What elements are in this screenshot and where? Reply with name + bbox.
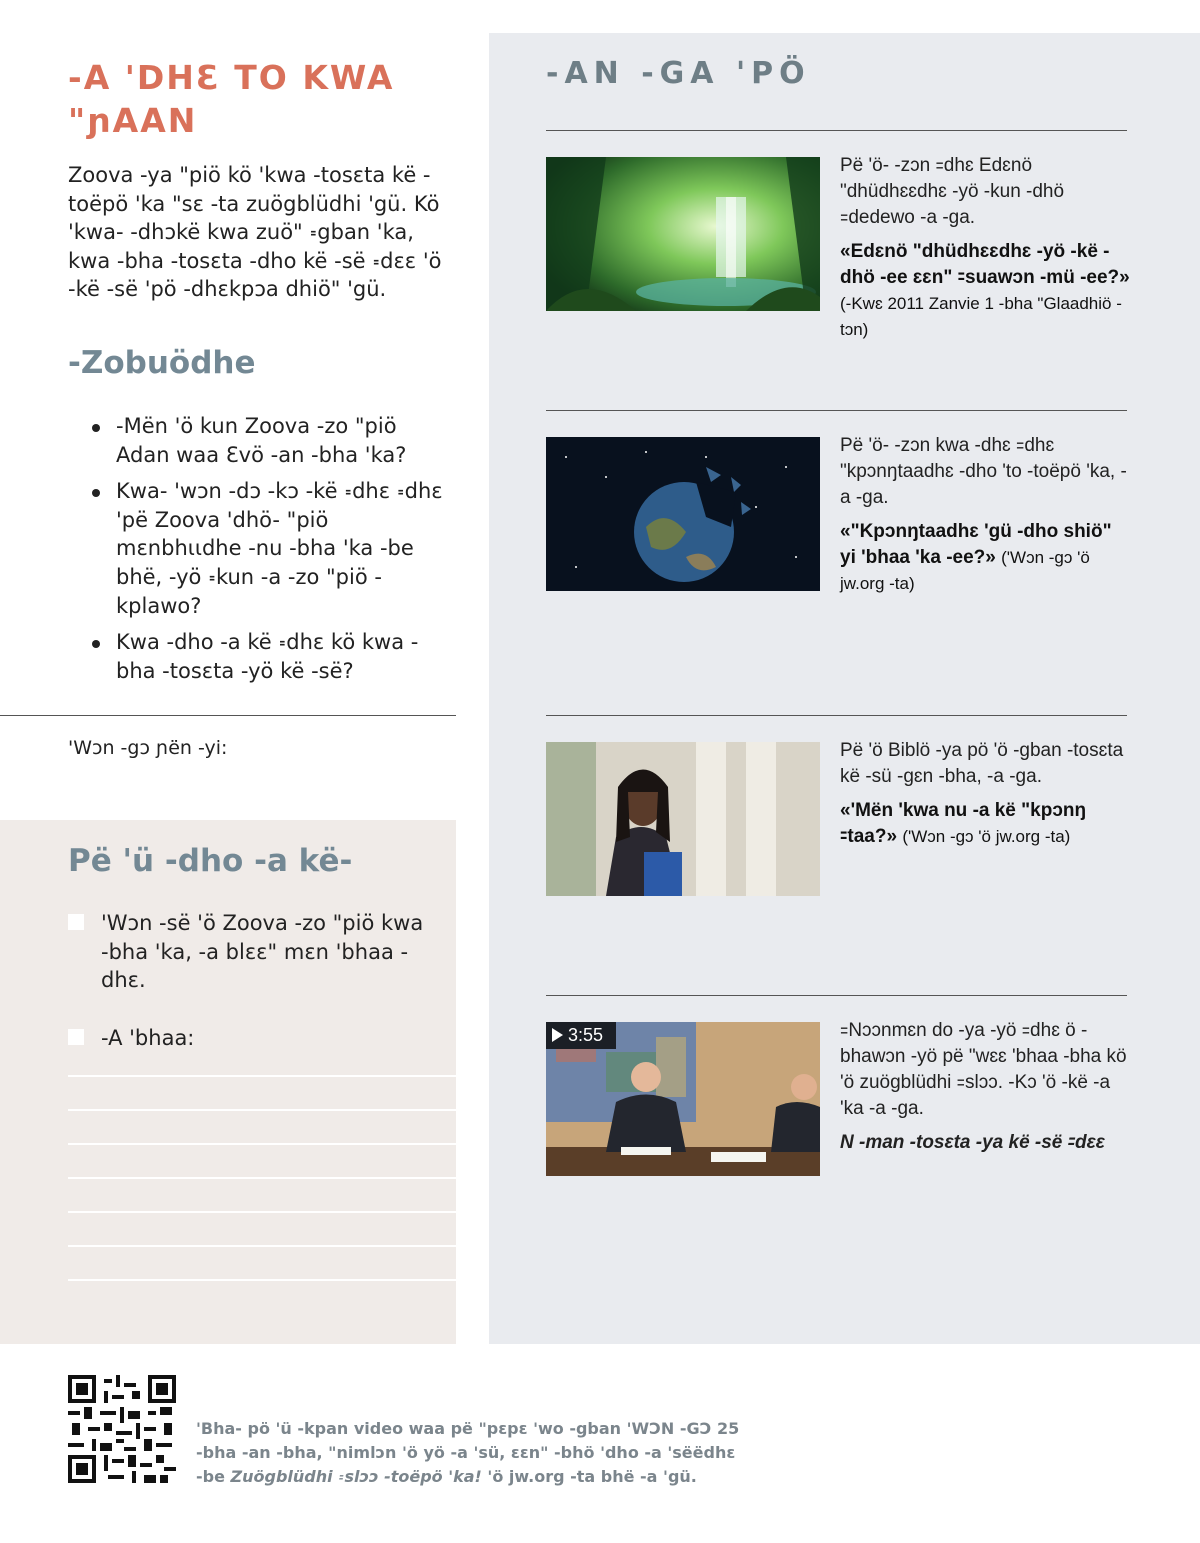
- checkbox-icon[interactable]: [68, 914, 84, 930]
- resource-card: [840, 738, 1130, 850]
- bullet-icon: [92, 489, 100, 497]
- paradise-waterfall-image[interactable]: [546, 157, 820, 311]
- question-text: Kwa- 'wɔn -dɔ -kɔ -kë ꞊dhɛ ꞊dhɛ 'pë Zoova 'dhö- "piö mɛnbhɩɩdhe -nu -bha 'ka -be bhë, -yö ꞊kun -a -zo "piö -kplawo?: [116, 479, 443, 618]
- video-thumbnail[interactable]: [546, 1022, 820, 1176]
- writing-line[interactable]: [68, 1075, 456, 1077]
- article-link[interactable]: [840, 798, 1130, 850]
- footer-text: [196, 1417, 756, 1489]
- question-text: Kwa -dho -a kë ꞊dhɛ kö kwa -bha -tosɛta -yö kë -së?: [116, 630, 419, 683]
- question-item: [92, 477, 452, 620]
- broken-earth-image[interactable]: [546, 437, 820, 591]
- question-list: [92, 412, 452, 693]
- panel-divider: [546, 715, 1127, 716]
- resource-card: [840, 433, 1130, 597]
- footer-line: 'Bha- pö 'ü -kpan video waa pë "pɛpɛ 'wo -gban 'WƆN -GƆ 25: [196, 1419, 740, 1438]
- paradise-waterfall-icon: [546, 157, 820, 311]
- article-link[interactable]: [840, 239, 1130, 343]
- panel-title: -AN -GA 'PÖ: [546, 56, 811, 91]
- writing-line[interactable]: [68, 1109, 456, 1111]
- article-link[interactable]: [840, 519, 1130, 597]
- intro-paragraph: Zoova -ya "piö kö 'kwa -tosɛta kë -toëpö 'ka "sɛ -ta zuögblüdhi 'gü. Kö 'kwa- -dhɔkë kwa zuö" ꞊gban 'ka, kwa -bha -tosɛta -dho kë -së ꞊dɛɛ 'ö -kë -së 'pö -dhɛkpɔa dhiö" 'gü.: [68, 163, 442, 302]
- play-icon: [552, 1028, 563, 1042]
- todo-item-text: 'Wɔn -së 'ö Zoova -zo "piö kwa -bha 'ka, -a blɛɛ" mɛn 'bhaa -dhɛ.: [101, 911, 424, 993]
- footer-line: 'ö jw.org -ta bhë -a 'gü.: [481, 1467, 697, 1486]
- bullet-icon: [92, 424, 100, 432]
- article-title: «'Mën 'kwa nu -a kë "kpɔnŋ ꞊taa?»: [840, 800, 1087, 847]
- article-title: «"Kpɔnŋtaadhɛ 'gü -dho shiö" yi 'bhaa 'ka -ee?»: [840, 521, 1112, 568]
- question-item: [92, 628, 452, 685]
- section-divider: [0, 715, 456, 716]
- woman-with-bible-icon: [546, 742, 820, 896]
- resource-card: [840, 1018, 1130, 1156]
- panel-divider: [546, 410, 1127, 411]
- main-title: -A 'DHƐ TO KWA "ɲAAN: [68, 58, 395, 140]
- article-source: ('Wɔn -gɔ 'ö jw.org -ta): [840, 548, 1090, 593]
- notes-label: 'Wɔn -gɔ ɲën -yi:: [68, 737, 228, 759]
- todo-item[interactable]: [68, 1024, 428, 1053]
- video-title-link[interactable]: N -man -tosɛta -ya kë -së ꞊dɛɛ: [840, 1132, 1105, 1153]
- todo-item[interactable]: [68, 909, 428, 995]
- writing-line[interactable]: [68, 1279, 456, 1281]
- question-text: -Mën 'ö kun Zoova -zo "piö Adan waa Ɛvö -an -bha 'ka?: [116, 414, 407, 467]
- writing-line[interactable]: [68, 1211, 456, 1213]
- checkbox-icon[interactable]: [68, 1029, 84, 1045]
- broken-earth-icon: [546, 437, 820, 591]
- card-description: Pë 'ö- -zɔn kwa -dhɛ ꞊dhɛ "kpɔnŋtaadhɛ -dho 'to -toëpö 'ka, -a -ga.: [840, 435, 1127, 508]
- todo-item-text: -A 'bhaa:: [101, 1026, 195, 1050]
- woman-with-bible-image[interactable]: [546, 742, 820, 896]
- writing-line[interactable]: [68, 1143, 456, 1145]
- card-description: ꞊Nɔɔnmɛn do -ya -yö ꞊dhɛ ö -bhawɔn -yö pë "wɛɛ 'bhaa -bha kö 'ö zuögblüdhi ꞊slɔɔ. -Kɔ 'ö -kë -a 'ka -a -ga.: [840, 1020, 1127, 1119]
- todo-heading: Pë 'ü -dho -a kë-: [68, 843, 353, 879]
- article-title: «Edɛnö "dhüdhɛɛdhɛ -yö -kë -dhö -ee ɛɛn" ꞊suawɔn -mü -ee?»: [840, 241, 1130, 288]
- footer-line: -be: [196, 1467, 231, 1486]
- bullet-icon: [92, 640, 100, 648]
- footer-line: -bha -an -bha, "nimlɔn 'ö yö -a 'sü, ɛɛn" -bhö 'dho -a 'sëëdhɛ: [196, 1443, 736, 1462]
- article-source: (-Kwɛ 2011 Zanvie 1 -bha "Glaadhiö -tɔn): [840, 294, 1122, 339]
- writing-line[interactable]: [68, 1177, 456, 1179]
- writing-line[interactable]: [68, 1245, 456, 1247]
- todo-box: [0, 820, 456, 1344]
- panel-divider: [546, 130, 1127, 131]
- qr-code-icon[interactable]: [68, 1375, 176, 1483]
- card-description: Pë 'ö Biblö -ya pö 'ö -gban -tosɛta kë -sü -gɛn -bha, -a -ga.: [840, 740, 1124, 787]
- resource-card: [840, 153, 1130, 343]
- questions-heading: -Zobuödhe: [68, 345, 256, 381]
- footer-publication-title[interactable]: Zuögblüdhi ꞊slɔɔ -toëpö 'ka!: [230, 1467, 482, 1486]
- article-source: ('Wɔn -gɔ 'ö jw.org -ta): [902, 827, 1071, 846]
- question-item: [92, 412, 452, 469]
- video-duration-badge[interactable]: [546, 1022, 616, 1049]
- card-description: Pë 'ö- -zɔn ꞊dhɛ Edɛnö "dhüdhɛɛdhɛ -yö -kun -dhö ꞊dedewo -a -ga.: [840, 155, 1065, 228]
- panel-divider: [546, 995, 1127, 996]
- video-duration: 3:55: [568, 1025, 604, 1045]
